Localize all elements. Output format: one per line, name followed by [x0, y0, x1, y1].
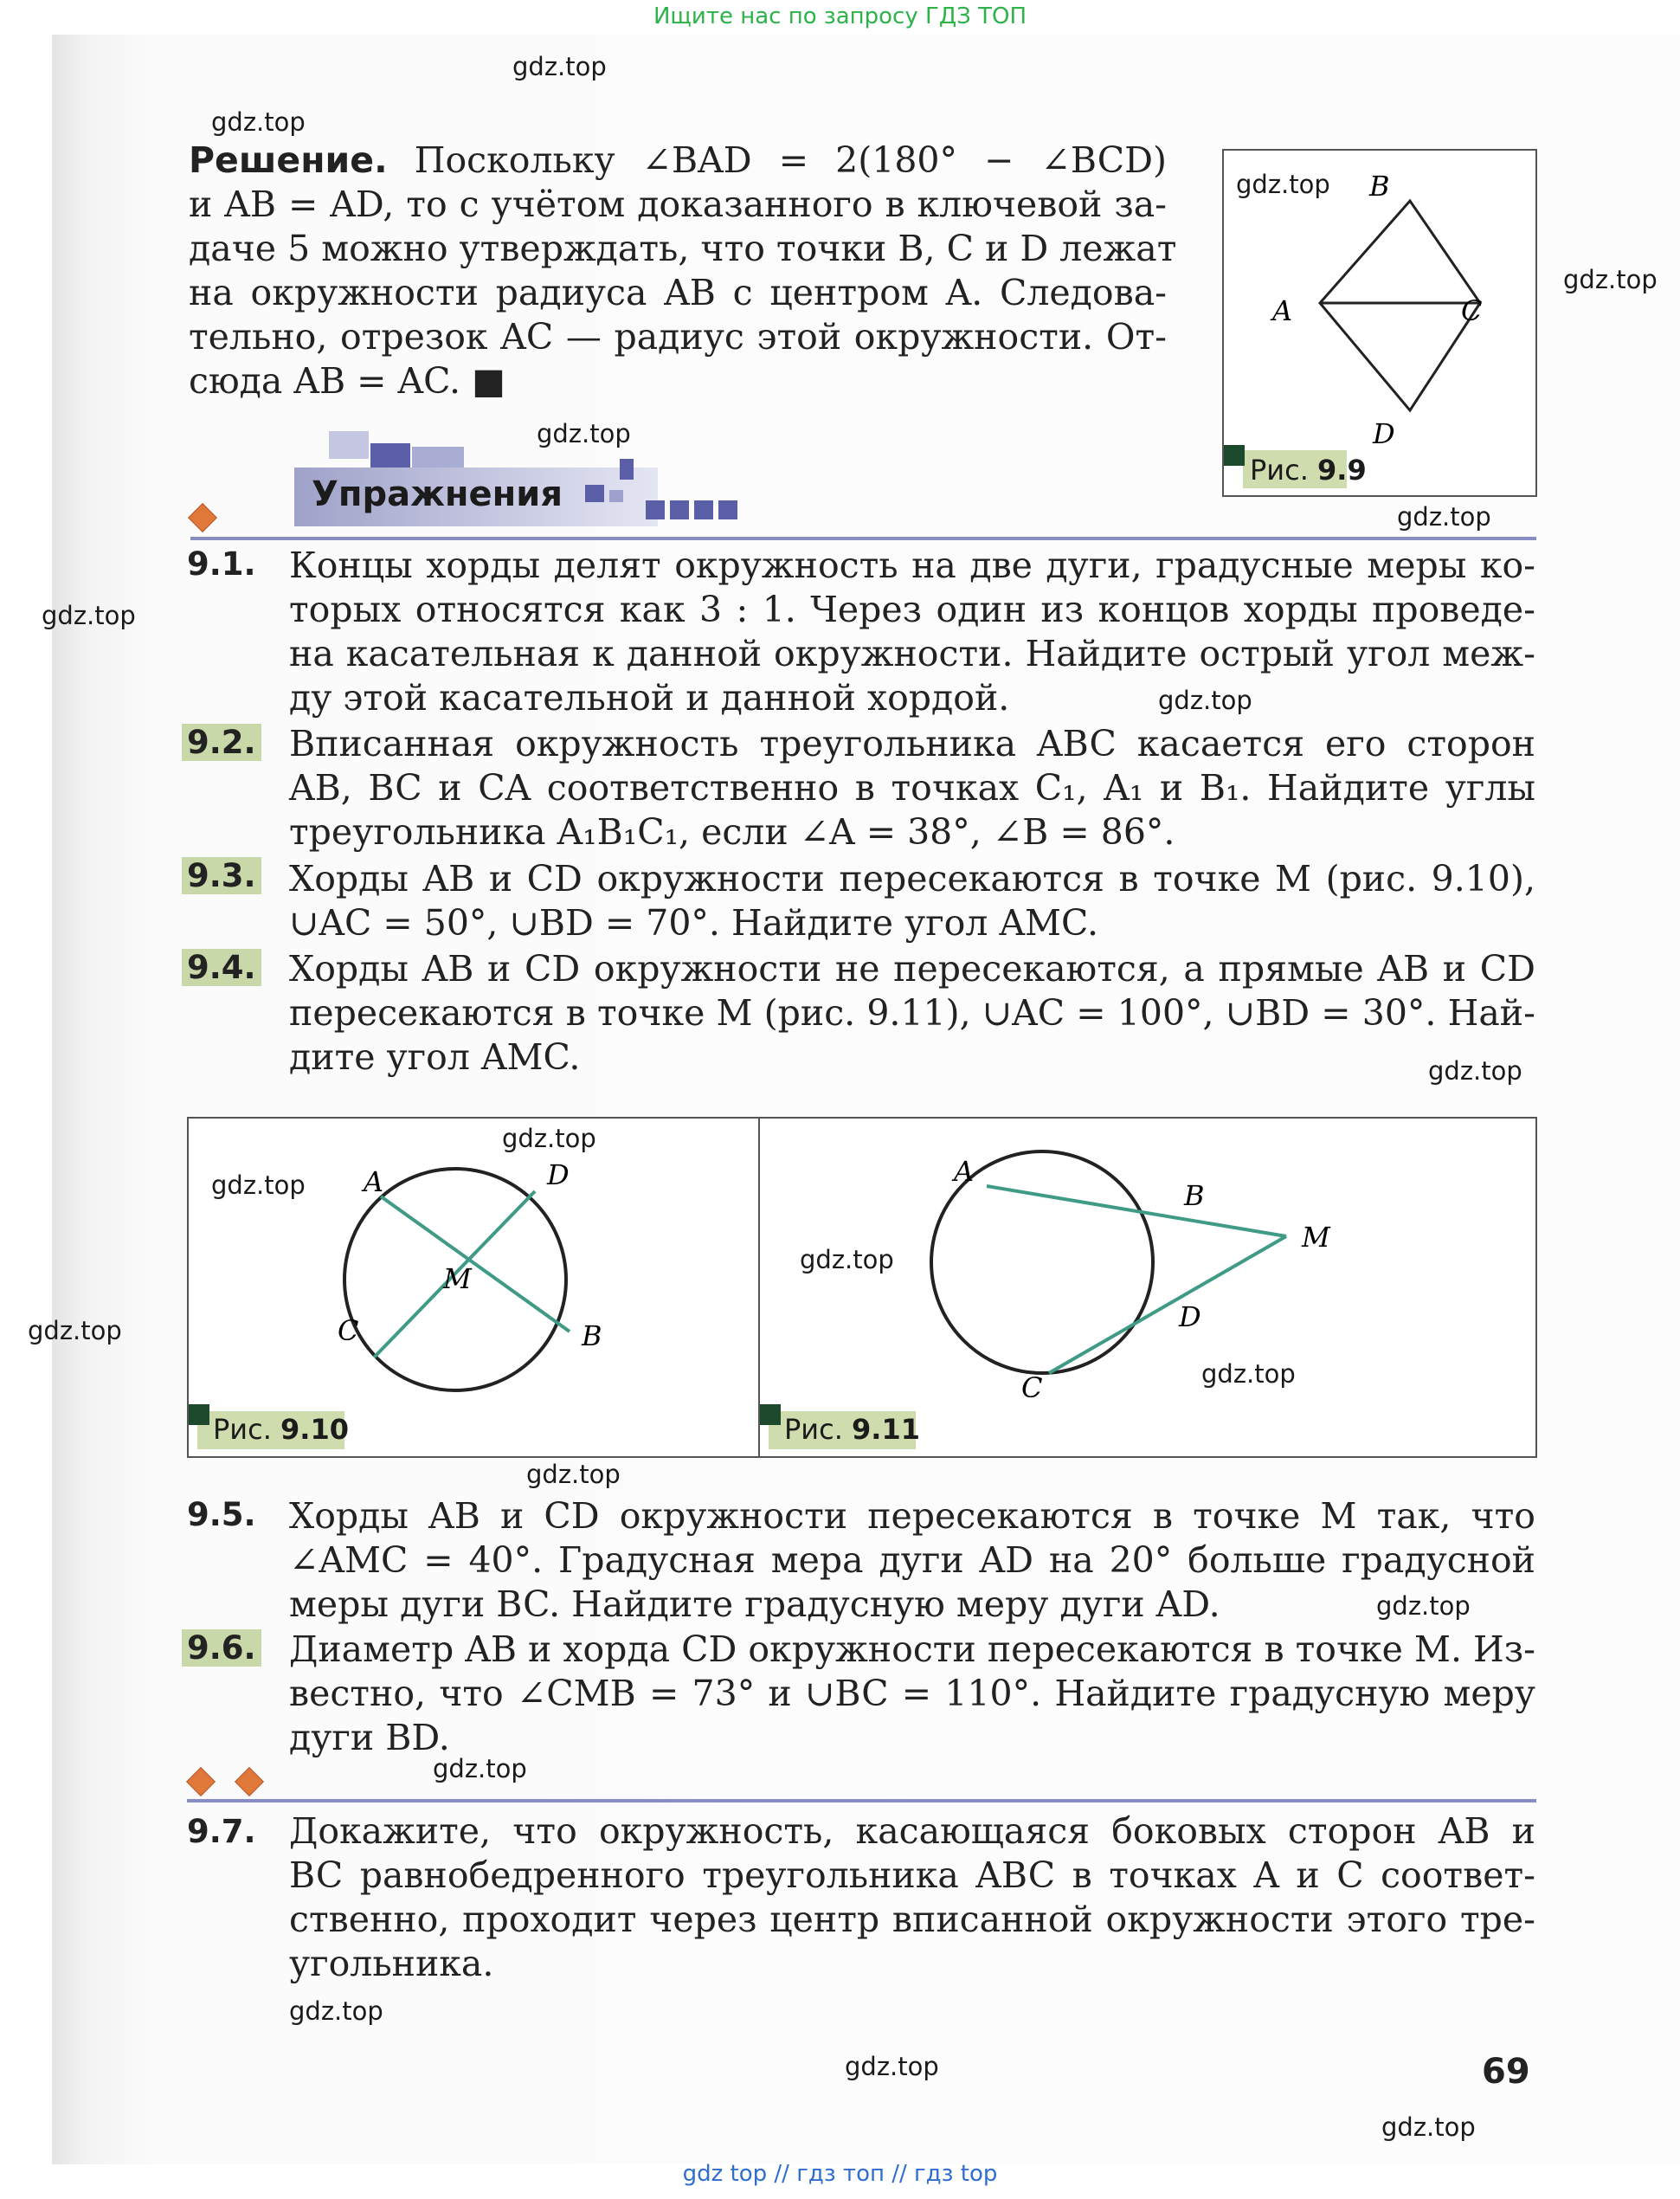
figure-9-11-marker [760, 1404, 781, 1425]
exercise-9-2-text: Вписанная окружность треугольника ABC касается его сторон AB, BC и CA соответственно в точках C₁, A₁ и B₁. Найдите углы [289, 723, 1535, 809]
solution-line-1: Решение. Поскольку ∠BAD = 2(180° − ∠BCD) [189, 139, 1167, 181]
watermark: gdz.top [211, 1170, 306, 1200]
solution-last-line: сюда AB = AC. ■ [189, 360, 505, 402]
heading-decor [412, 447, 464, 468]
exercise-9-7-text: Докажите, что окружность, касающаяся боковых сторон AB и BC равнобедренного треугольника ABC в точках A и C соответ- ственно, проходит через центр вписанной окружности этого тре- [289, 1810, 1535, 1940]
point-label-b: B [582, 1319, 602, 1352]
exercise-9-5-text-end: меры дуги BC. Найдите градусную меру дуги AD. [289, 1583, 1220, 1625]
point-label-d: D [1373, 417, 1395, 450]
exercise-9-4-text: Хорды AB и CD окружности не пересекаются, а прямые AB и CD пересекаются в точке M (рис. 9.11), ∪AC = 100°, ∪BD = 30°. Най- [289, 948, 1535, 1034]
watermark: gdz.top [289, 1996, 383, 2026]
point-label-c: C [1021, 1371, 1043, 1404]
exercise-number-9-2: 9.2. [182, 724, 261, 761]
heading-decor [646, 500, 665, 519]
point-label-c: C [338, 1314, 359, 1347]
heading-decor [718, 500, 737, 519]
figure-9-11-caption: Рис. 9.11 [784, 1413, 920, 1446]
watermark: gdz.top [526, 1460, 621, 1489]
top-banner[interactable]: Ищите нас по запросу ГДЗ ТОП [653, 3, 1027, 29]
watermark: gdz.top [211, 107, 306, 137]
exercise-9-4-text-end: дите угол AMC. [289, 1036, 581, 1078]
solution-paragraph [189, 139, 1177, 359]
watermark: gdz.top [1158, 686, 1252, 715]
heading-decor [585, 485, 604, 502]
point-label-d: D [1179, 1300, 1201, 1333]
point-label-c: C [1461, 294, 1483, 327]
watermark: gdz.top [1381, 2112, 1476, 2142]
chord-ab [381, 1196, 570, 1332]
heading-decor [694, 500, 713, 519]
point-label-m: M [1302, 1221, 1330, 1254]
solution-line-2: и AB = AD, то с учётом доказанного в ключевой за- [189, 184, 1167, 225]
exercise-9-6-text: Диаметр AB и хорда CD окружности пересекаются в точке M. Из- вестно, что ∠CMB = 73° и ∪BC = 110°. Найдите градусную меру [289, 1628, 1535, 1714]
section-separator [187, 1799, 1536, 1802]
watermark: gdz.top [845, 2052, 939, 2081]
watermark: gdz.top [42, 601, 136, 630]
point-label-b: B [1184, 1179, 1205, 1212]
watermark: gdz.top [28, 1316, 122, 1345]
point-label-m: M [443, 1262, 472, 1295]
heading-decor [620, 459, 634, 480]
figure-9-10-drawing [189, 1119, 760, 1456]
solution-label: Решение. [189, 139, 388, 181]
solution-line-5: тельно, отрезок AC — радиус этой окружности. От- [189, 316, 1167, 358]
section-heading: Упражнения [312, 474, 563, 514]
watermark: gdz.top [512, 52, 607, 81]
watermark: gdz.top [1397, 502, 1491, 532]
exercise-9-7-text-end: угольника. [289, 1943, 494, 1984]
exercise-number-9-4: 9.4. [182, 949, 261, 986]
rhombus-abcd [1320, 201, 1483, 410]
exercise-number-9-6: 9.6. [182, 1629, 261, 1667]
watermark: gdz.top [502, 1124, 596, 1153]
figure-9-11-drawing [760, 1119, 1535, 1456]
watermark: gdz.top [1428, 1056, 1522, 1086]
exercise-number-9-1: 9.1. [187, 545, 256, 583]
exercise-number-9-3: 9.3. [182, 857, 261, 894]
bottom-banner[interactable]: gdz top // гдз топ // гдз top [682, 2161, 998, 2187]
exercise-number-9-7: 9.7. [187, 1813, 256, 1850]
secant-cm [1049, 1236, 1286, 1373]
watermark: gdz.top [1376, 1591, 1471, 1621]
figure-9-11 [758, 1117, 1537, 1458]
section-separator [190, 537, 1536, 540]
exercise-9-6-text-end: дуги BD. [289, 1717, 450, 1758]
figure-9-9-caption: Рис. 9.9 [1250, 454, 1367, 487]
watermark: gdz.top [800, 1245, 894, 1274]
point-label-d: D [547, 1158, 570, 1191]
point-label-b: B [1369, 170, 1390, 203]
exercise-9-3-text: Хорды AB и CD окружности пересекаются в точке M (рис. 9.10), [289, 858, 1535, 900]
watermark: gdz.top [1201, 1359, 1296, 1389]
watermark: gdz.top [537, 419, 631, 448]
figure-9-9-marker [1224, 445, 1245, 466]
exercise-number-9-5: 9.5. [187, 1496, 256, 1533]
point-label-a: A [954, 1155, 975, 1188]
figure-9-10-caption: Рис. 9.10 [213, 1413, 349, 1446]
exercise-9-1-text: Концы хорды делят окружность на две дуги, градусные меры ко- торых относятся как 3 : 1. Через один из концов хорды проведе- на касательная к данной окружности. Найдите острый угол меж- [289, 545, 1535, 674]
exercise-9-1-text-end: ду этой касательной и данной хордой. [289, 677, 1010, 719]
figure-9-10 [187, 1117, 762, 1458]
heading-decor [670, 500, 689, 519]
exercise-9-2-text-end: треугольника A₁B₁C₁, если ∠A = 38°, ∠B = 86°. [289, 811, 1175, 853]
exercise-9-3-text-end: ∪AC = 50°, ∪BD = 70°. Найдите угол AMC. [289, 902, 1098, 944]
figure-9-10-marker [189, 1404, 209, 1425]
secant-am [987, 1186, 1286, 1236]
heading-decor [329, 431, 369, 459]
watermark: gdz.top [1236, 170, 1330, 199]
watermark: gdz.top [1563, 265, 1657, 294]
point-label-a: A [364, 1165, 384, 1198]
solution-line-4: на окружности радиуса AB с центром A. Следова- [189, 272, 1167, 313]
figure-9-9-drawing [1224, 151, 1535, 495]
figure-9-9 [1222, 149, 1537, 497]
watermark: gdz.top [433, 1754, 527, 1783]
heading-decor [609, 490, 623, 502]
exercise-9-5-text: Хорды AB и CD окружности пересекаются в точке M так, что ∠AMC = 40°. Градусная мера дуги AD на 20° больше градусной [289, 1495, 1535, 1581]
page-number: 69 [1482, 2052, 1530, 2092]
solution-line-3: даче 5 можно утверждать, что точки B, C и D лежат [189, 228, 1177, 269]
point-label-a: A [1272, 294, 1293, 327]
heading-decor [370, 443, 410, 468]
